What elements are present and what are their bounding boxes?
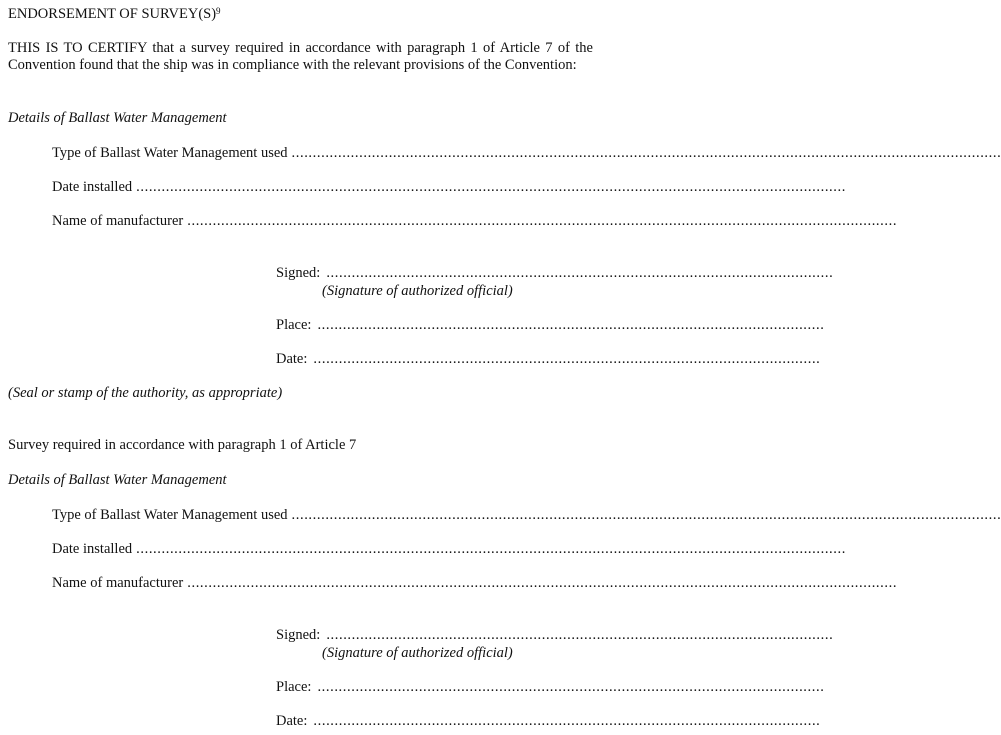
details-heading: Details of Ballast Water Management: [8, 472, 227, 488]
manufacturer-label: Name of manufacturer: [52, 213, 184, 229]
type-label: Type of Ballast Water Management used: [52, 145, 288, 161]
type-field[interactable]: [52, 507, 1001, 524]
place-field[interactable]: [276, 317, 825, 334]
dotted-line: ........................................................................................................................: [326, 627, 834, 643]
date-installed-field[interactable]: [52, 179, 846, 196]
date-installed-field[interactable]: [52, 541, 846, 558]
survey-heading: Survey required in accordance with paragraph 1 of Article 7: [8, 437, 357, 453]
dotted-line: ........................................................................................................................: [317, 679, 825, 695]
signed-label: Signed:: [276, 627, 321, 643]
signature-caption: (Signature of authorized official): [322, 645, 513, 661]
manufacturer-field[interactable]: [52, 213, 898, 230]
date-label: Date:: [276, 351, 308, 367]
dotted-line: ........................................................................................................................................................................: [291, 507, 1001, 523]
manufacturer-label: Name of manufacturer: [52, 575, 184, 591]
dotted-line: ........................................................................................................................................................................: [187, 575, 898, 591]
dotted-line: ........................................................................................................................................................................: [136, 179, 846, 195]
dotted-line: ........................................................................................................................................................................: [291, 145, 1001, 161]
place-label: Place:: [276, 317, 312, 333]
place-label: Place:: [276, 679, 312, 695]
signed-field[interactable]: [276, 265, 834, 282]
dotted-line: ........................................................................................................................: [326, 265, 834, 281]
place-field[interactable]: [276, 679, 825, 696]
signed-field[interactable]: [276, 627, 834, 644]
type-field[interactable]: [52, 145, 1001, 162]
title-text: ENDORSEMENT OF SURVEY(S): [8, 6, 217, 22]
manufacturer-field[interactable]: [52, 575, 898, 592]
date-installed-label: Date installed: [52, 179, 133, 195]
details-heading: Details of Ballast Water Management: [8, 110, 227, 126]
date-installed-label: Date installed: [52, 541, 133, 557]
type-label: Type of Ballast Water Management used: [52, 507, 288, 523]
signature-caption: (Signature of authorized official): [322, 283, 513, 299]
document-title: [8, 6, 221, 23]
dotted-line: ........................................................................................................................: [313, 351, 821, 367]
dotted-line: ........................................................................................................................................................................: [187, 213, 898, 229]
date-field[interactable]: [276, 351, 821, 368]
footnote-marker: 9: [216, 6, 221, 16]
dotted-line: ........................................................................................................................: [313, 713, 821, 729]
certification-paragraph: THIS IS TO CERTIFY that a survey required in accordance with paragraph 1 of Article 7 of the Convention found that the ship was in compliance with the relevant provisions of the Convention:: [8, 40, 593, 73]
signed-label: Signed:: [276, 265, 321, 281]
seal-note: (Seal or stamp of the authority, as appropriate): [8, 385, 283, 401]
dotted-line: ........................................................................................................................: [317, 317, 825, 333]
date-field[interactable]: [276, 713, 821, 730]
dotted-line: ........................................................................................................................................................................: [136, 541, 846, 557]
date-label: Date:: [276, 713, 308, 729]
